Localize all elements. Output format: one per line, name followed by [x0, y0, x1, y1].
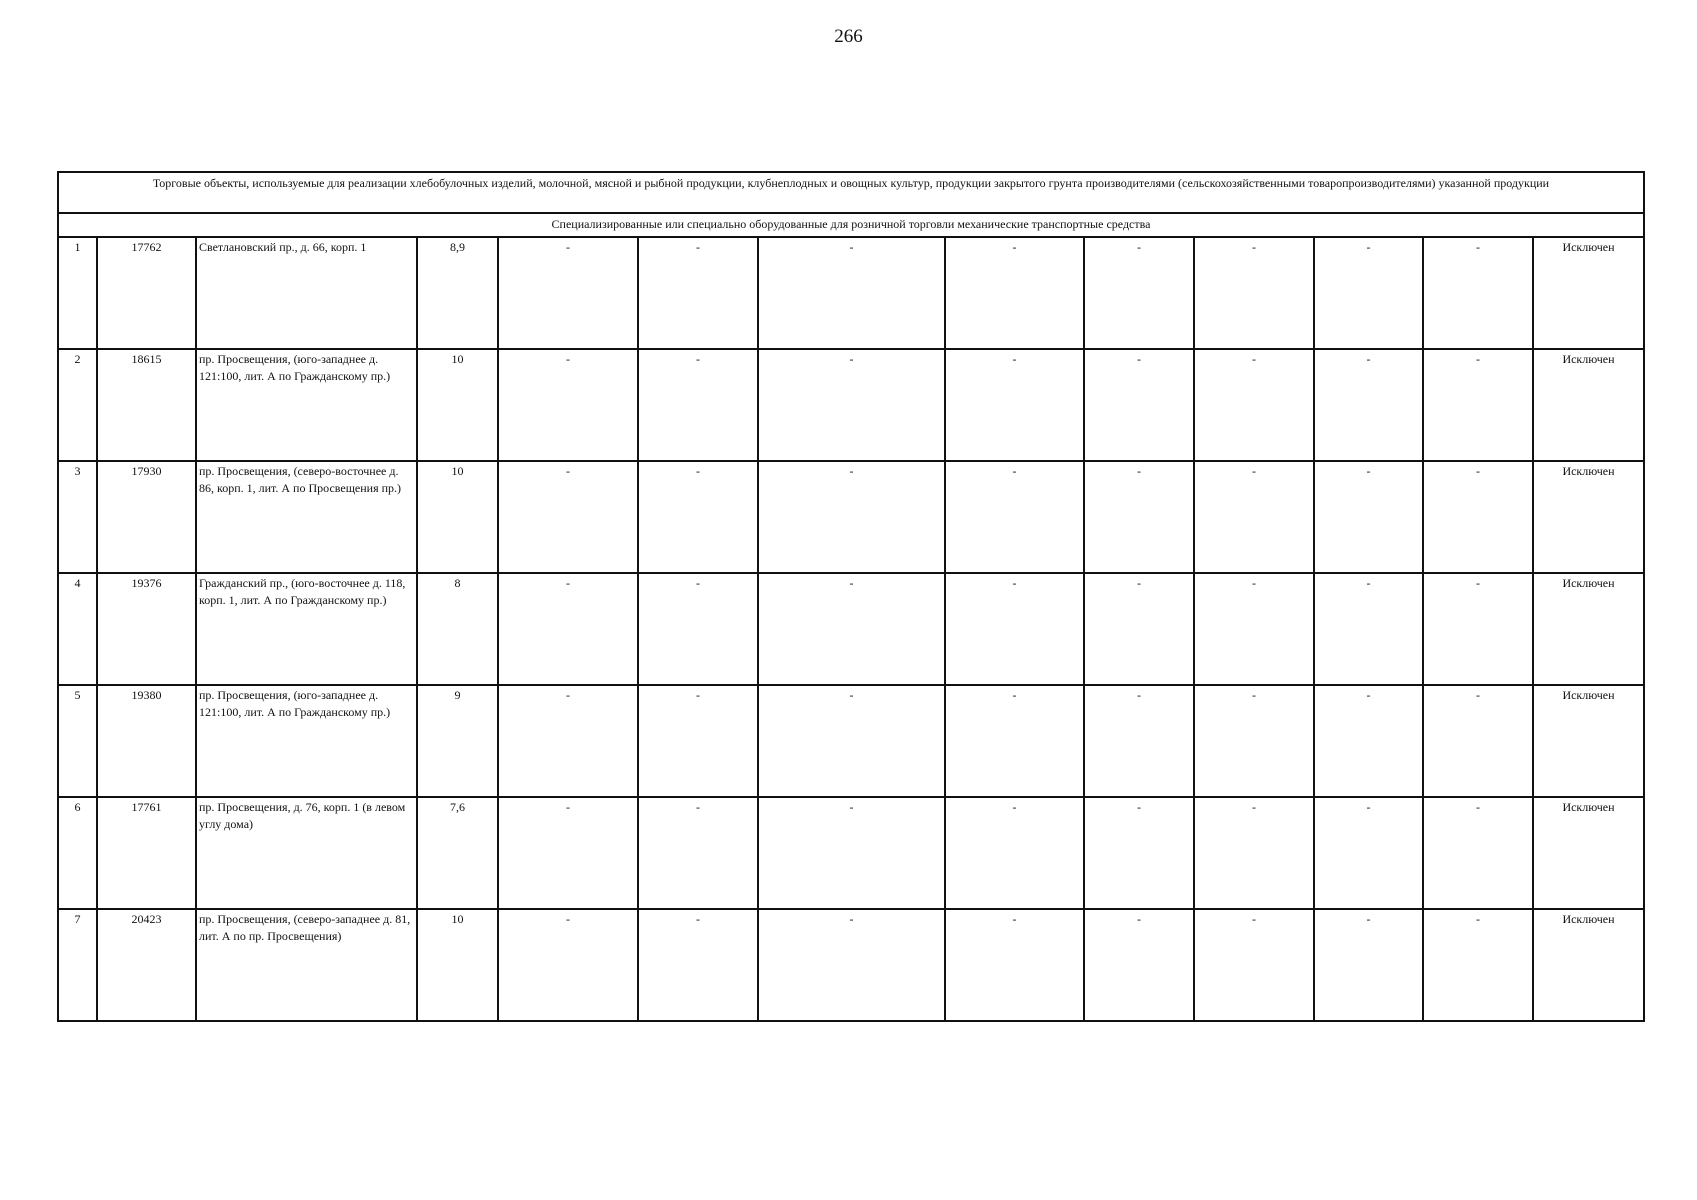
category-row	[58, 172, 1644, 213]
empty-value-cell: -	[758, 909, 945, 1021]
status-cell: Исключен	[1533, 685, 1644, 797]
empty-value-cell: -	[1084, 573, 1194, 685]
status-cell: Исключен	[1533, 461, 1644, 573]
empty-value-cell: -	[1084, 349, 1194, 461]
area-cell: 9	[417, 685, 498, 797]
table-row	[58, 909, 1644, 1021]
table-row	[58, 461, 1644, 573]
empty-value-cell: -	[638, 797, 758, 909]
empty-value-cell: -	[638, 573, 758, 685]
address-cell: пр. Просвещения, (северо-западнее д. 81, лит. А по пр. Просвещения)	[196, 909, 417, 1021]
empty-value-cell: -	[1423, 909, 1533, 1021]
empty-value-cell: -	[1314, 573, 1423, 685]
empty-value-cell: -	[758, 349, 945, 461]
address-cell: пр. Просвещения, (северо-восточнее д. 86, корп. 1, лит. А по Просвещения пр.)	[196, 461, 417, 573]
empty-value-cell: -	[498, 685, 638, 797]
area-cell: 7,6	[417, 797, 498, 909]
empty-value-cell: -	[1423, 461, 1533, 573]
table-row	[58, 685, 1644, 797]
subcategory-row	[58, 213, 1644, 237]
object-id-cell: 19380	[97, 685, 196, 797]
table-body	[58, 172, 1644, 1021]
row-number-cell: 7	[58, 909, 97, 1021]
empty-value-cell: -	[1194, 685, 1314, 797]
empty-value-cell: -	[1314, 797, 1423, 909]
object-id-cell: 17761	[97, 797, 196, 909]
empty-value-cell: -	[1194, 237, 1314, 349]
empty-value-cell: -	[1194, 461, 1314, 573]
empty-value-cell: -	[638, 237, 758, 349]
row-number-cell: 6	[58, 797, 97, 909]
empty-value-cell: -	[1314, 909, 1423, 1021]
empty-value-cell: -	[945, 685, 1084, 797]
address-cell: Гражданский пр., (юго-восточнее д. 118, корп. 1, лит. А по Гражданскому пр.)	[196, 573, 417, 685]
status-cell: Исключен	[1533, 909, 1644, 1021]
empty-value-cell: -	[1084, 797, 1194, 909]
row-number-cell: 3	[58, 461, 97, 573]
register-table	[57, 171, 1645, 1022]
area-cell: 10	[417, 461, 498, 573]
empty-value-cell: -	[1194, 349, 1314, 461]
empty-value-cell: -	[945, 349, 1084, 461]
empty-value-cell: -	[1314, 685, 1423, 797]
empty-value-cell: -	[1423, 685, 1533, 797]
empty-value-cell: -	[1314, 349, 1423, 461]
empty-value-cell: -	[1084, 237, 1194, 349]
status-cell: Исключен	[1533, 797, 1644, 909]
row-number-cell: 1	[58, 237, 97, 349]
empty-value-cell: -	[1314, 237, 1423, 349]
empty-value-cell: -	[945, 461, 1084, 573]
empty-value-cell: -	[638, 461, 758, 573]
empty-value-cell: -	[498, 797, 638, 909]
object-id-cell: 18615	[97, 349, 196, 461]
table-row	[58, 237, 1644, 349]
empty-value-cell: -	[498, 349, 638, 461]
empty-value-cell: -	[1194, 909, 1314, 1021]
table-row	[58, 797, 1644, 909]
status-cell: Исключен	[1533, 349, 1644, 461]
page-number: 266	[834, 26, 863, 47]
object-id-cell: 17762	[97, 237, 196, 349]
empty-value-cell: -	[498, 237, 638, 349]
category-title: Торговые объекты, используемые для реализации хлебобулочных изделий, молочной, мясной и рыбной продукции, клубнеплодных и овощных культур, продукции закрытого грунта производителями (сельскохозяйственными товаропроизводителями) указанной продукции	[58, 172, 1644, 213]
empty-value-cell: -	[638, 349, 758, 461]
empty-value-cell: -	[1084, 461, 1194, 573]
empty-value-cell: -	[758, 237, 945, 349]
subcategory-title: Специализированные или специально оборудованные для розничной торговли механические транспортные средства	[58, 213, 1644, 237]
empty-value-cell: -	[945, 797, 1084, 909]
empty-value-cell: -	[758, 797, 945, 909]
empty-value-cell: -	[758, 685, 945, 797]
empty-value-cell: -	[1084, 909, 1194, 1021]
empty-value-cell: -	[638, 685, 758, 797]
row-number-cell: 4	[58, 573, 97, 685]
empty-value-cell: -	[1423, 237, 1533, 349]
table-row	[58, 573, 1644, 685]
empty-value-cell: -	[638, 909, 758, 1021]
empty-value-cell: -	[1084, 685, 1194, 797]
empty-value-cell: -	[945, 909, 1084, 1021]
empty-value-cell: -	[758, 461, 945, 573]
empty-value-cell: -	[945, 573, 1084, 685]
empty-value-cell: -	[498, 909, 638, 1021]
area-cell: 8	[417, 573, 498, 685]
table-row	[58, 349, 1644, 461]
area-cell: 10	[417, 909, 498, 1021]
empty-value-cell: -	[498, 461, 638, 573]
area-cell: 10	[417, 349, 498, 461]
empty-value-cell: -	[1194, 797, 1314, 909]
empty-value-cell: -	[758, 573, 945, 685]
empty-value-cell: -	[1423, 349, 1533, 461]
status-cell: Исключен	[1533, 573, 1644, 685]
empty-value-cell: -	[1194, 573, 1314, 685]
area-cell: 8,9	[417, 237, 498, 349]
object-id-cell: 19376	[97, 573, 196, 685]
empty-value-cell: -	[1423, 797, 1533, 909]
address-cell: пр. Просвещения, (юго-западнее д. 121:100, лит. А по Гражданскому пр.)	[196, 685, 417, 797]
object-id-cell: 17930	[97, 461, 196, 573]
empty-value-cell: -	[1314, 461, 1423, 573]
empty-value-cell: -	[498, 573, 638, 685]
row-number-cell: 2	[58, 349, 97, 461]
empty-value-cell: -	[945, 237, 1084, 349]
address-cell: Светлановский пр., д. 66, корп. 1	[196, 237, 417, 349]
empty-value-cell: -	[1423, 573, 1533, 685]
object-id-cell: 20423	[97, 909, 196, 1021]
status-cell: Исключен	[1533, 237, 1644, 349]
row-number-cell: 5	[58, 685, 97, 797]
address-cell: пр. Просвещения, (юго-западнее д. 121:100, лит. А по Гражданскому пр.)	[196, 349, 417, 461]
address-cell: пр. Просвещения, д. 76, корп. 1 (в левом углу дома)	[196, 797, 417, 909]
